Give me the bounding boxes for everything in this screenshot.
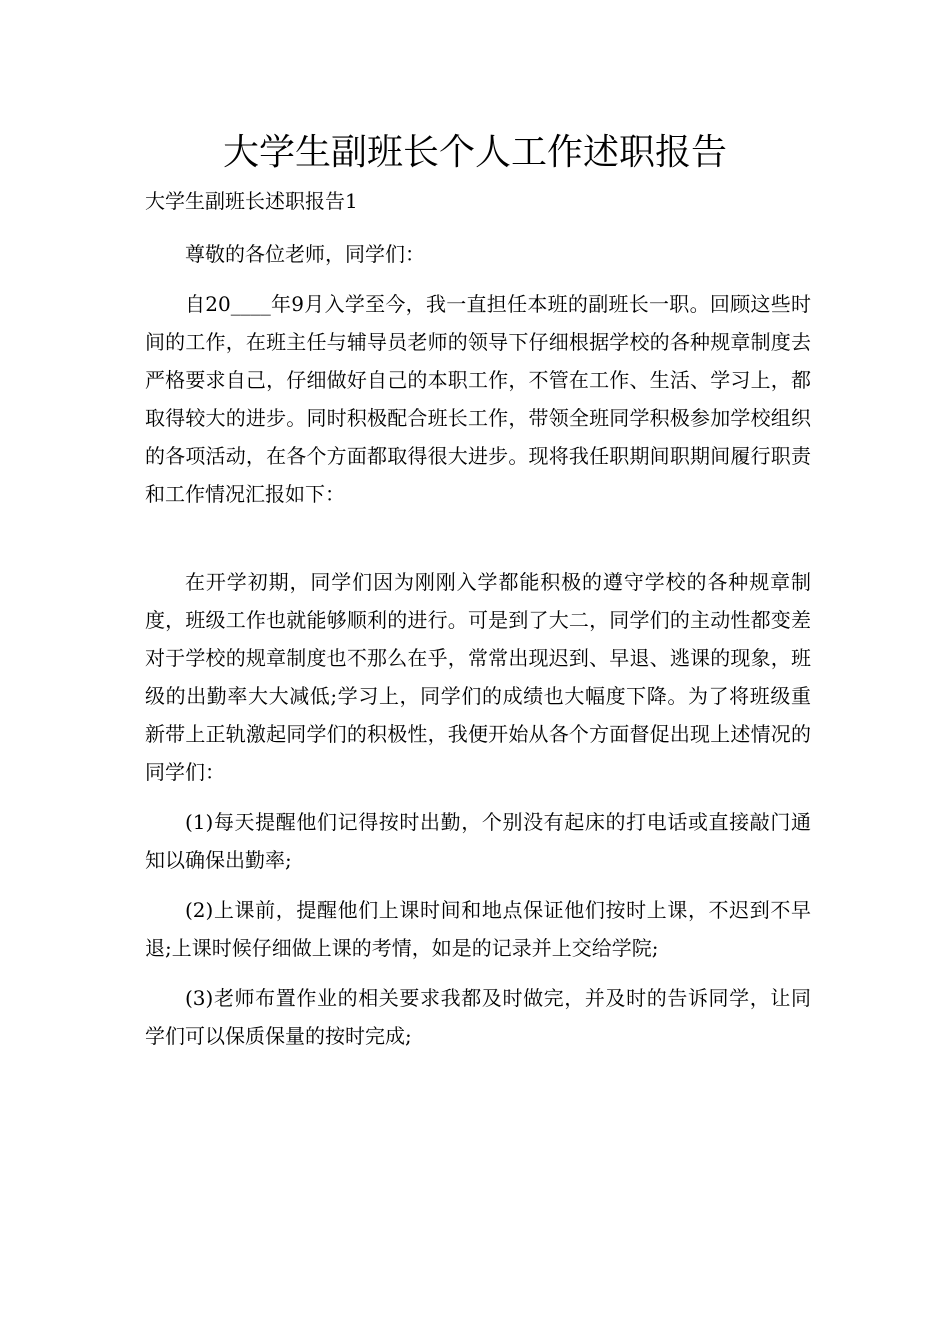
document-title: 大学生副班长个人工作述职报告 xyxy=(222,132,727,173)
list-item-1: (1)每天提醒他们记得按时出勤，个别没有起床的打电话或直接敲门通知以确保出勤率; xyxy=(145,810,811,872)
document-body xyxy=(145,235,811,1055)
intro-paragraph: 自20____年9月入学至今，我一直担任本班的副班长一职。回顾这些时间的工作，在班主任与辅导员老师的领导下仔细根据学校的各种规章制度去严格要求自己，仔细做好自己的本职工作，不管在工作、生活、学习上，都取得较大的进步。同时积极配合班长工作，带领全班同学积极参加学校组织的各项活动，在各个方面都取得很大进步。现将我任职期间职期间履行职责和工作情况汇报如下： xyxy=(145,292,811,506)
list-item-2: (2)上课前，提醒他们上课时间和地点保证他们按时上课，不迟到不早退;上课时候仔细做上课的考情，如是的记录并上交给学院; xyxy=(145,898,811,960)
situation-paragraph: 在开学初期，同学们因为刚刚入学都能积极的遵守学校的各种规章制度，班级工作也就能够顺利的进行。可是到了大二，同学们的主动性都变差对于学校的规章制度也不那么在乎，常常出现迟到、早退、逃课的现象，班级的出勤率大大减低;学习上，同学们的成绩也大幅度下降。为了将班级重新带上正轨激起同学们的积极性，我便开始从各个方面督促出现上述情况的同学们： xyxy=(145,570,811,784)
document-subtitle: 大学生副班长述职报告1 xyxy=(145,189,358,213)
list-item-3: (3)老师布置作业的相关要求我都及时做完，并及时的告诉同学，让同学们可以保质保量的按时完成; xyxy=(145,986,811,1048)
greeting-paragraph: 尊敬的各位老师，同学们： xyxy=(185,242,425,266)
